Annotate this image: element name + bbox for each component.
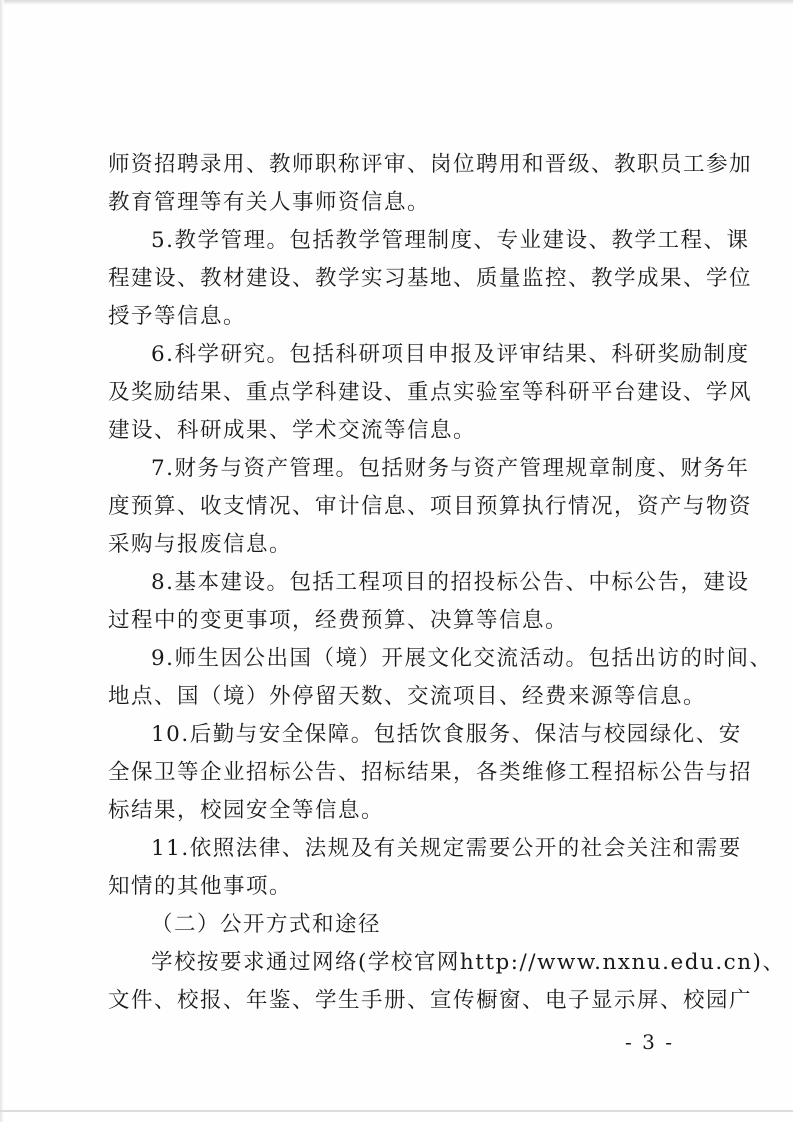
text-line: 师资招聘录用、教师职称评审、岗位聘用和晋级、教职员工参加: [108, 152, 753, 177]
paragraph-finance-assets: [108, 450, 753, 564]
paragraph-personnel-continued: [108, 146, 753, 222]
paragraph-infrastructure: [108, 564, 750, 640]
scan-edge-left: [0, 0, 4, 1122]
text-line: 5.教学管理。包括教学管理制度、专业建设、教学工程、课: [151, 228, 750, 253]
text-line: 全保卫等企业招标公告、招标结果，各类维修工程招标公告与招: [108, 760, 753, 785]
text-line: 7.财务与资产管理。包括财务与资产管理规章制度、财务年: [151, 456, 750, 481]
scan-edge-top: [0, 0, 793, 5]
paragraph-other-matters: [108, 830, 742, 906]
text-line: 建设、科研成果、学术交流等信息。: [108, 418, 477, 443]
text-line: 度预算、收支情况、审计信息、项目预算执行情况，资产与物资: [108, 494, 753, 519]
scan-edge-bottom: [0, 1110, 793, 1112]
section-heading: （二）公开方式和途径: [151, 912, 382, 937]
text-line: 8.基本建设。包括工程项目的招投标公告、中标公告，建设: [151, 570, 750, 595]
text-line: 9.师生因公出国（境）开展文化交流活动。包括出访的时间、: [151, 646, 773, 671]
paragraph-logistics-security: [108, 716, 753, 830]
text-line: 程建设、教材建设、教学实习基地、质量监控、教学成果、学位: [108, 266, 753, 291]
text-line: 6.科学研究。包括科研项目申报及评审结果、科研奖励制度: [151, 342, 750, 367]
text-line: 过程中的变更事项，经费预算、决算等信息。: [108, 608, 569, 633]
paragraph-overseas-exchange: [108, 640, 773, 716]
text-line: 采购与报废信息。: [108, 532, 293, 557]
text-line: 11.依照法律、法规及有关规定需要公开的社会关注和需要: [151, 836, 742, 861]
text-line: 学校按要求通过网络(学校官网http://www.nxnu.edu.cn)、: [151, 950, 786, 975]
page-number: - 3 -: [625, 1030, 674, 1054]
paragraph-teaching-management: [108, 222, 753, 336]
paragraph-scientific-research: [108, 336, 753, 450]
text-line: 及奖励结果、重点学科建设、重点实验室等科研平台建设、学风: [108, 380, 753, 405]
text-line: 知情的其他事项。: [108, 874, 293, 899]
text-line: 标结果，校园安全等信息。: [108, 798, 385, 823]
text-line: 授予等信息。: [108, 304, 247, 329]
text-line: 地点、国（境）外停留天数、交流项目、经费来源等信息。: [108, 684, 707, 709]
text-line: 10.后勤与安全保障。包括饮食服务、保洁与校园绿化、安: [151, 722, 742, 747]
text-line: 文件、校报、年鉴、学生手册、宣传橱窗、电子显示屏、校园广: [108, 988, 753, 1013]
paragraph-disclosure-channels: [108, 944, 786, 1020]
document-body: [108, 146, 786, 1020]
text-line: 教育管理等有关人事师资信息。: [108, 190, 431, 215]
